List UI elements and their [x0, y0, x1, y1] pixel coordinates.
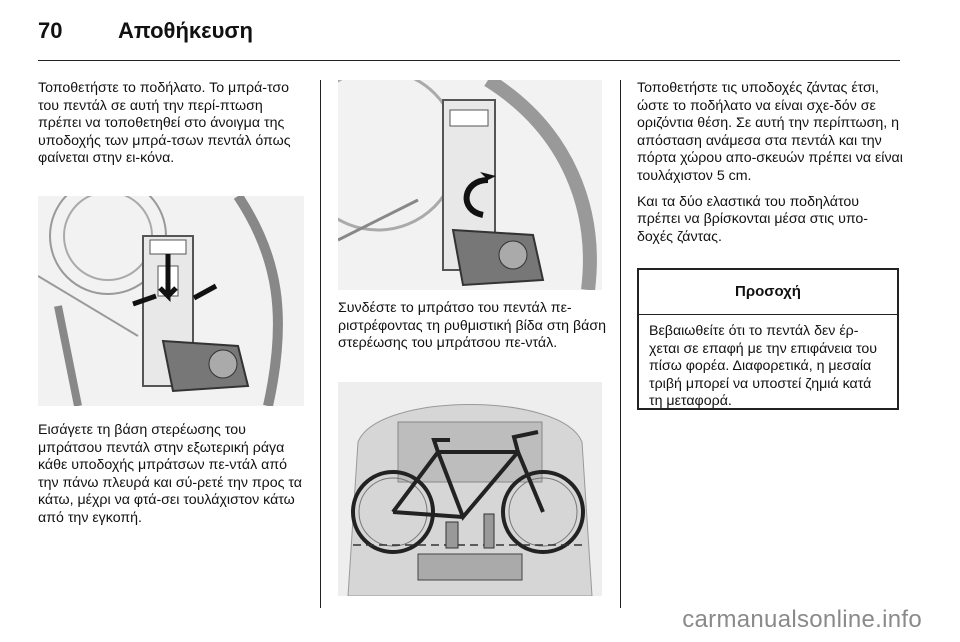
figure-bike-on-carrier [338, 382, 602, 596]
page-header [38, 14, 900, 54]
column-divider-2 [620, 80, 621, 608]
instruction-tyres-in-holders: Και τα δύο ελαστικά του ποδηλάτου πρέπει να βρίσκονται μέσα στις υπο-δοχές ζάντας. [637, 193, 869, 245]
column-divider-1 [320, 80, 321, 608]
figure-pedal-screw-tighten [338, 80, 602, 290]
caution-box [637, 268, 899, 410]
column-1-intro [38, 80, 310, 168]
instruction-insert-holder: Εισάγετε τη βάση στερέωσης του μπράτσου πεντάλ στην εξωτερική ράγα κάθε υποδοχής μπράτσων πε-ντάλ από την πάνω πλευρά και σύ-ρετέ την προς τα κάτω, μέχρι να φτά-σει τουλάχιστον κάτω από την εγκοπή. [38, 422, 302, 526]
column-2-step [338, 300, 610, 353]
chapter-title: Αποθήκευση [118, 18, 253, 43]
column-3-intro [637, 80, 903, 246]
page-number: 70 [38, 18, 63, 43]
instruction-connect-arm: Συνδέστε το μπράτσο του πεντάλ πε-ριστρέφοντας τη ρυθμιστική βίδα στη βάση στερέωσης του μπράτσου πε-ντάλ. [338, 300, 607, 352]
header-rule [38, 60, 900, 61]
caution-text: Βεβαιωθείτε ότι το πεντάλ δεν έρ-χεται σε επαφή με την επιφάνεια του πίσω φορέα. Διαφορετικά, η μεσαία τριβή μπορεί να υποστεί ζημιά κατά τη μεταφορά. [649, 323, 878, 410]
instruction-place-bike: Τοποθετήστε το ποδήλατο. Το μπρά-τσο του πεντάλ σε αυτή την περί-πτωση πρέπει να τοποθετηθεί στο άνοιγμα της υποδοχής των μπρά-τσων πεντάλ όπως φαίνεται στην ει-κόνα. [38, 80, 291, 167]
watermark-text: carmanualsonline.info [682, 606, 922, 633]
column-1-step [38, 422, 310, 528]
figure-pedal-holder-insert [38, 196, 304, 406]
instruction-position-wheel-holders: Τοποθετήστε τις υποδοχές ζάντας έτσι, ώστε το ποδήλατο να είναι σχε-δόν σε οριζόντια θέση. Σε αυτή την περίπτωση, η απόσταση ανάμεσα στα πεντάλ και την πόρτα χώρου απο-σκευών πρέπει να είναι τουλάχιστον 5 cm. [637, 80, 903, 184]
caution-title: Προσοχή [639, 270, 897, 315]
